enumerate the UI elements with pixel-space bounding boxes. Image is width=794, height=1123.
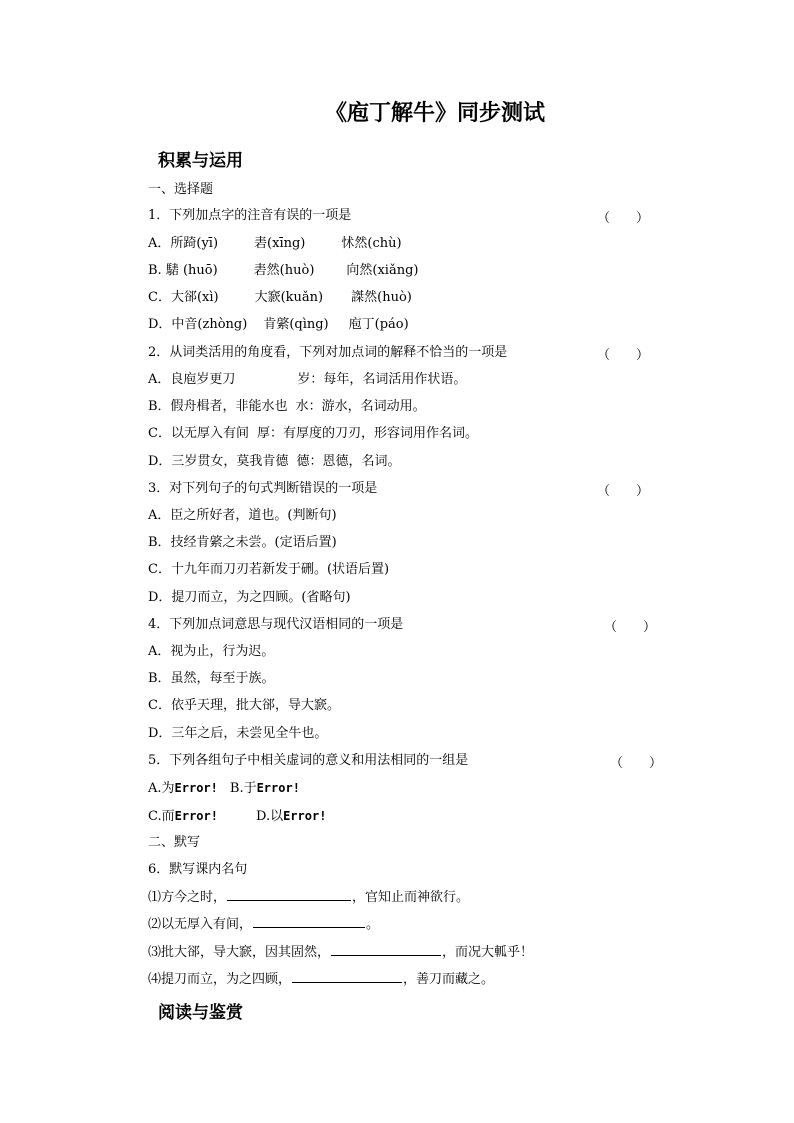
q6-line-4-pre: ⑷提刀而立，为之四顾， [148,972,292,987]
q1-option-a [148,235,402,253]
q6-stem: 6．默写课内名句 [148,862,248,877]
q4-option-b: B．虽然，每至于族。 [148,671,275,686]
q1-b-item-1: B. 騞 (huō) [148,263,218,278]
q6-blank-4[interactable] [292,970,402,983]
q5-b-error: Error! [256,781,300,795]
q1-option-c [148,289,412,307]
q1-c-item-2: 大窾(kuǎn) [254,290,324,305]
q6-line-2 [148,915,379,934]
q1-option-d [148,316,409,334]
q2-d-explanation: 德：恩德，名词。 [296,454,401,469]
q3-option-b: B．技经肯綮之未尝。(定语后置) [148,535,337,550]
q2-option-b [148,398,426,416]
section-heading-reading: 阅读与鉴赏 [158,1003,243,1023]
q5-d-label: D.以 [255,809,284,824]
q5-stem: 5．下列各组句子中相关虚词的意义和用法相同的一组是 [148,753,469,768]
q1-b-item-2: 砉然(huò) [253,263,315,278]
q4-option-c: C．依乎天理，批大郤，导大窾。 [148,698,340,713]
q1-a-item-1: A．所踦(yī) [148,236,219,251]
q3-answer-paren: （ ） [597,484,650,499]
q2-c-sentence: C．以无厚入有间 [148,426,249,441]
q5-a-label: A.为 [148,781,175,796]
q1-stem: 1．下列加点字的注音有误的一项是 [148,208,352,223]
q6-line-2-post: 。 [366,917,380,932]
q1-c-item-1: C．大郤(xì) [148,290,219,305]
q2-a-explanation: 岁：每年，名词活用作状语。 [297,372,467,387]
q2-b-sentence: B．假舟楫者，非能水也 [148,399,288,414]
q5-options-cd [148,807,326,826]
section-heading-accumulation: 积累与运用 [158,151,243,171]
q5-c-label: C.而 [148,809,175,824]
q2-c-explanation: 厚：有厚度的刀刃，形容词用作名词。 [256,426,478,441]
q2-d-sentence: D．三岁贯女，莫我肯德 [148,454,289,469]
q2-option-a [148,371,466,389]
q6-line-1 [148,888,469,907]
q1-d-item-3: 庖丁(páo) [348,317,409,332]
q1-d-item-1: D．中音(zhòng) [148,317,248,332]
part-heading-dictation: 二、默写 [148,835,201,850]
q6-line-4 [148,970,494,989]
q1-b-item-3: 向然(xiǎng) [346,263,419,278]
q2-option-d [148,453,400,471]
page-title: 《庖丁解牛》同步测试 [325,100,546,126]
q3-option-c: C．十九年而刀刃若新发于硎。(状语后置) [148,562,390,577]
q2-b-explanation: 水：游水，名词动用。 [295,399,426,414]
q1-option-b [148,262,418,280]
q5-d-error: Error! [283,809,327,823]
q1-answer-paren: （ ） [597,211,650,226]
q2-a-sentence: A．良庖岁更刀 [148,372,236,387]
q6-blank-3[interactable] [331,943,441,956]
q5-c-error: Error! [174,809,218,823]
q6-line-2-pre: ⑵以无厚入有间， [148,917,253,932]
q6-line-1-pre: ⑴方今之时， [148,890,227,905]
q4-stem: 4．下列加点词意思与现代汉语相同的一项是 [148,617,404,632]
q6-line-3-post: ，而况大軱乎！ [442,945,534,960]
q6-line-4-post: ，善刀而藏之。 [403,972,495,987]
q2-stem: 2．从词类活用的角度看，下列对加点词的解释不恰当的一项是 [148,345,508,360]
q1-a-item-3: 怵然(chù) [341,236,402,251]
q5-a-error: Error! [174,781,218,795]
q6-line-3-pre: ⑶批大郤，导大窾，因其固然， [148,945,331,960]
q5-answer-paren: （ ） [610,756,663,771]
q4-option-d: D．三年之后，未尝见全牛也。 [148,726,328,741]
q6-blank-1[interactable] [227,888,351,901]
q6-line-3 [148,943,533,962]
q1-a-item-2: 砉(xīng) [254,236,306,251]
q2-answer-paren: （ ） [597,348,650,363]
q3-option-a: A．臣之所好者，道也。(判断句) [148,508,337,523]
q3-option-d: D．提刀而立，为之四顾。(省略句) [148,590,351,605]
q2-option-c [148,425,478,443]
part-heading-choice: 一、选择题 [148,182,214,197]
q1-d-item-2: 肯綮(qìng) [263,317,329,332]
q6-blank-2[interactable] [253,915,365,928]
q1-c-item-3: 謋然(huò) [351,290,412,305]
q4-answer-paren: （ ） [604,620,657,635]
q4-option-a: A．视为止，行为迟。 [148,644,275,659]
q5-b-label: B.于 [229,781,257,796]
q5-options-ab [148,779,300,798]
q6-line-1-post: ，官知止而神欲行。 [352,890,470,905]
q3-stem: 3．对下列句子的句式判断错误的一项是 [148,481,378,496]
